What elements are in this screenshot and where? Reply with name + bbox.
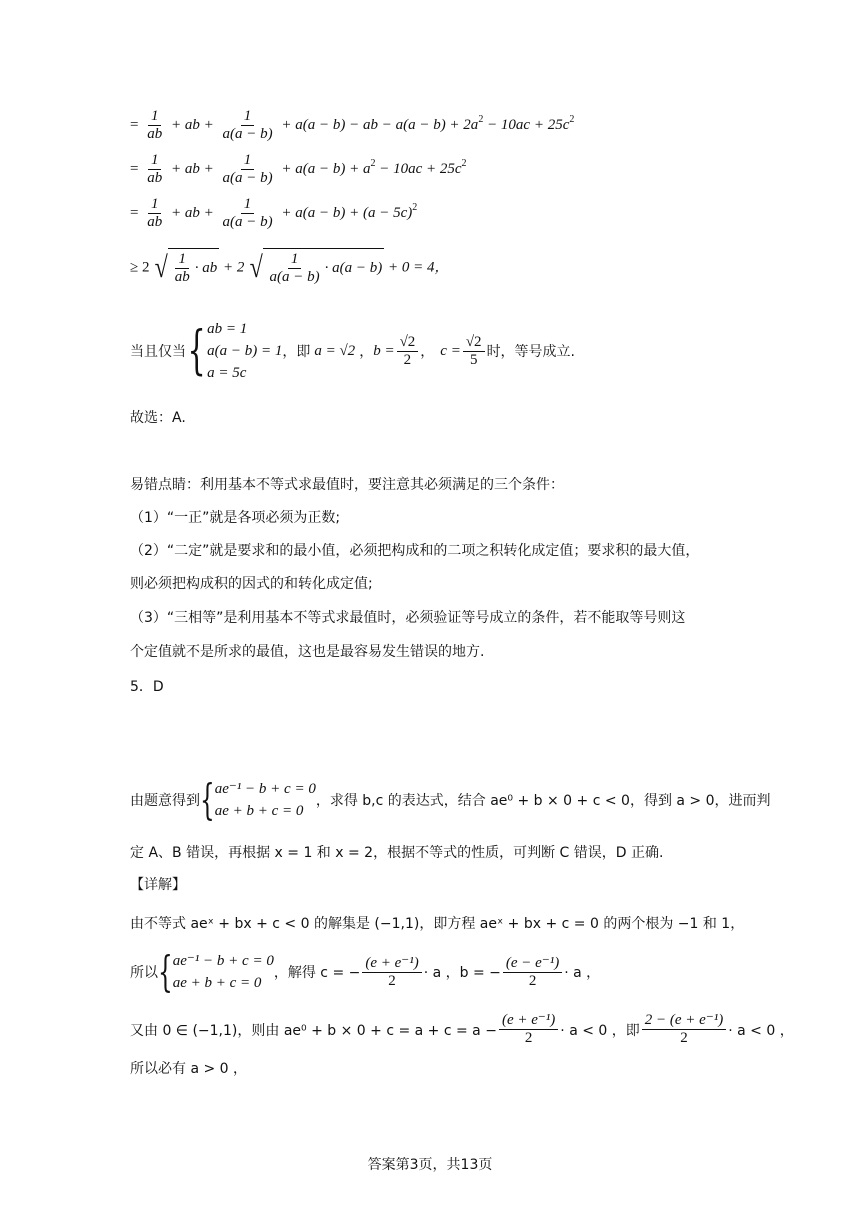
notes-item-3b: 个定值就不是所求的最值，这也是最容易发生错误的地方. xyxy=(130,644,485,660)
notes-item-3a: （3）“三相等”是利用基本不等式求最值时，必须验证等号成立的条件，若不能取等号则这 xyxy=(130,610,686,626)
detail-line-3: 又由 0 ∈ (−1,1)，则由 ae⁰ + b × 0 + c = a + c = a − $\frac{\text{(e + e⁻¹)}}{2}$ · a < 0 ，即 $\frac{\text{2 − (e + e⁻¹)}}{2}$ · a < 0 ， xyxy=(130,1012,794,1046)
notes-heading: 易错点睛：利用基本不等式求最值时，要注意其必须满足的三个条件： xyxy=(130,477,564,493)
q5-analysis-line-2: 定 A、B 错误，再根据 x = 1 和 x = 2，根据不等式的性质，可判断 C 错误，D 正确. xyxy=(130,845,664,861)
page-footer: 答案第3页，共13页 xyxy=(367,1157,493,1173)
notes-item-1: （1）“一正”就是各项必须为正数; xyxy=(130,510,341,526)
detail-label: 【详解】 xyxy=(130,877,186,893)
derivation-line-3: = $\frac{1}{ab}$ + ab + $\frac{1}{a(a - b)}$ + $a(a - b) + (a - 5c)^2$ xyxy=(130,196,418,230)
notes-item-2a: （2）“二定”就是要求和的最小值，必须把构成和的二项之积转化成定值；要求积的最大值， xyxy=(130,543,700,559)
derivation-line-4: ≥ 2 √ $\frac{1}{ab}$ · ab + 2 √ $\frac{1}{a(a - b)}$ · a(a − b) + 0 = 4， xyxy=(130,248,449,288)
question-5-answer: 5．D xyxy=(130,679,164,695)
notes-item-2b: 则必须把构成积的因式的和转化成定值; xyxy=(130,576,373,592)
derivation-line-2: = $\frac{1}{ab}$ + ab + $\frac{1}{a(a - b)}$ + $a(a - b) + a^2 - 10ac + 25c^2$ xyxy=(130,152,467,186)
detail-line-1: 由不等式 aeˣ + bx + c < 0 的解集是 (−1,1)，即方程 aeˣ + bx + c = 0 的两个根为 −1 和 1， xyxy=(130,916,745,932)
detail-line-2: 所以 { ae⁻¹ − b + c = 0 ae + b + c = 0 ，解得 c = − $\frac{\text{(e + e⁻¹)}}{2}$ · a ，b = − $\frac{\text{(e − e⁻¹)}}{2}$ · a ， xyxy=(130,947,601,996)
equality-condition: 当且仅当 { ab = 1 a(a − b) = 1 a = 5c ，即 a = √2 ， b = $\frac{√2}{2}$ ， c = $\frac{√2}{5}$ 时，等号成立. xyxy=(130,321,576,381)
q5-analysis-line-1: 由题意得到 { ae⁻¹ − b + c = 0 ae + b + c = 0 ，求得 b,c 的表达式，结合 ae⁰ + b × 0 + c < 0，得到 a > 0，进而判 xyxy=(130,775,771,824)
detail-line-4: 所以必有 a > 0 ， xyxy=(130,1061,248,1077)
derivation-line-1: = $\frac{1}{ab}$ + ab + $\frac{1}{a(a - b)}$ + a(a − b) − ab − $a(a - b) + 2a^2 - 10ac + 25c^2$ xyxy=(130,108,575,142)
choice-text: 故选：A. xyxy=(130,410,186,426)
